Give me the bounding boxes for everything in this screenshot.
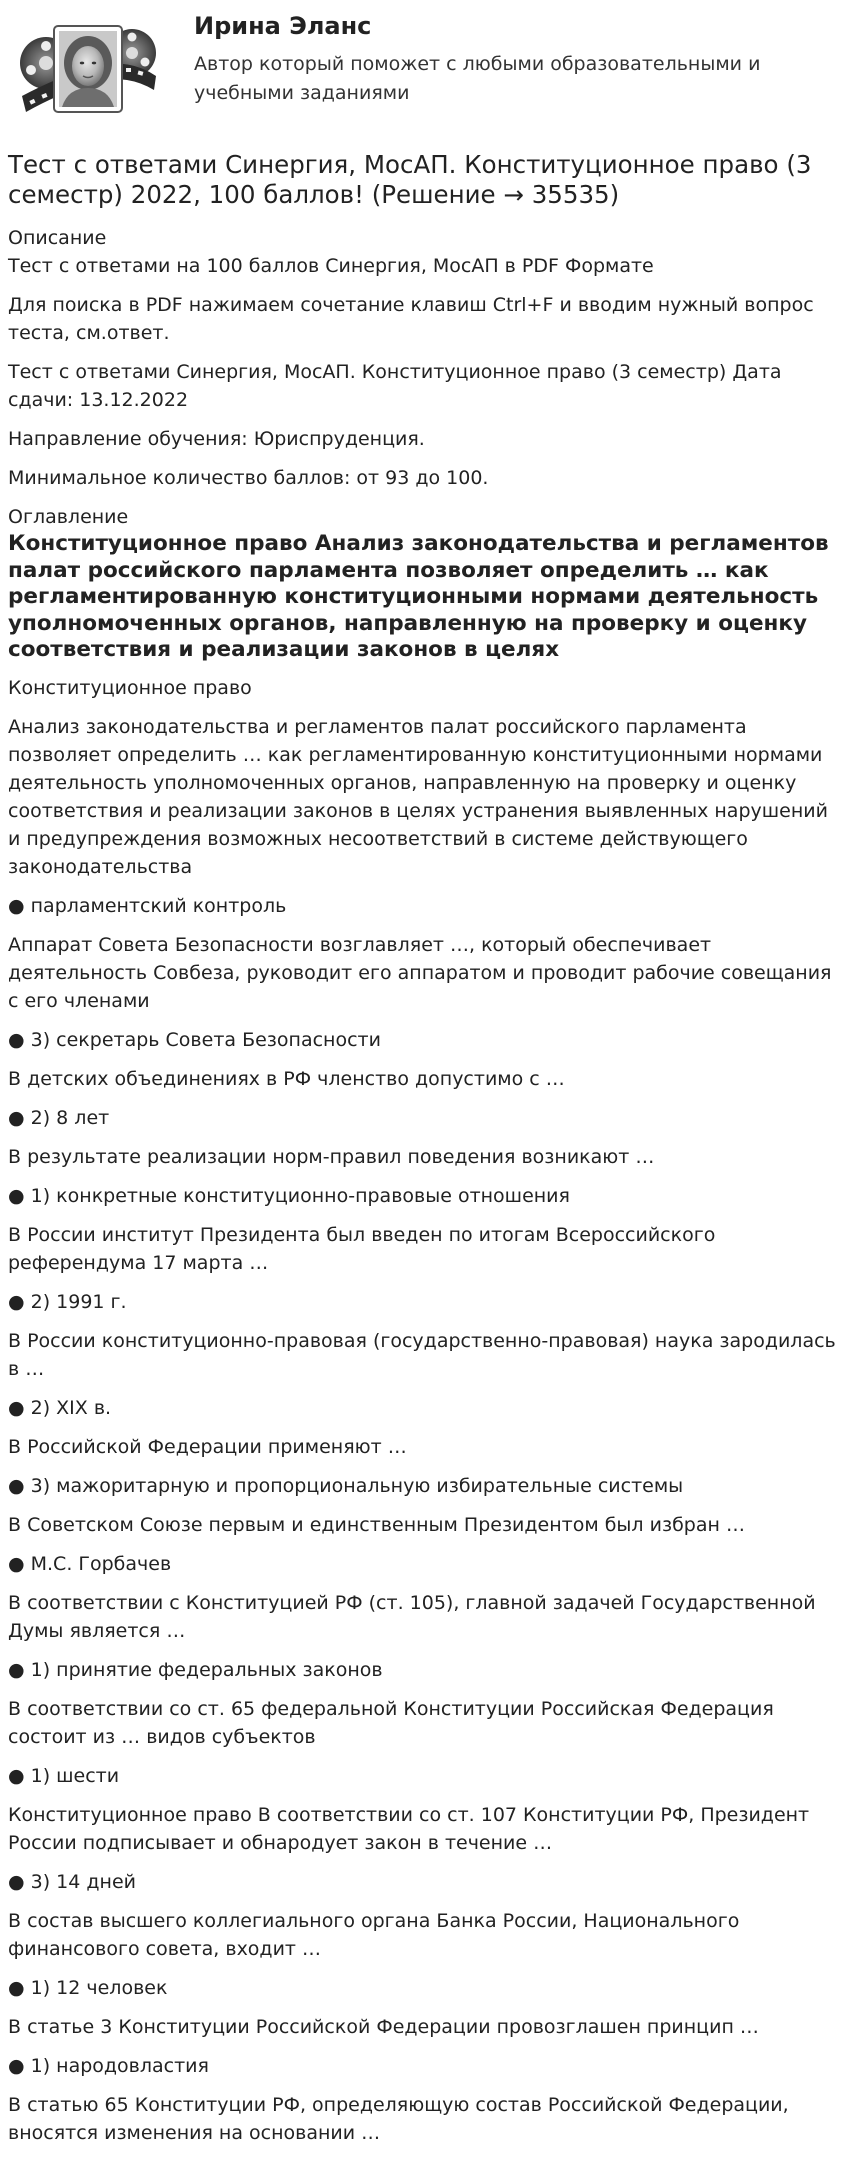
question: В статью 65 Конституции РФ, определяющую состав Российской Федерации, вносятся изменения на основании … xyxy=(8,2093,789,2144)
question: Анализ законодательства и регламентов палат российского парламента позволяет определить … как регламентированную конституционными нормами деятельность уполномоченных органов, направленную на проверку и оценку соответствия и реализации законов в целях устранения выявленных нарушений и предупреждения возможных несоответствий в системе действующего законодательства xyxy=(8,715,828,878)
answer: ● 2) 1991 г. xyxy=(8,1288,837,1316)
author-name[interactable]: Ирина Эланс xyxy=(194,12,372,40)
toc-heading: Конституционное право Анализ законодательства и регламентов палат российского парламента позволяет определить … как регламентированную конституционными нормами деятельность уполномоченных органов, направленную на проверку и оценку соответствия и реализации законов в целях xyxy=(8,531,829,662)
toc-label: Оглавление xyxy=(8,506,129,528)
question: Аппарат Совета Безопасности возглавляет …, который обеспечивает деятельность Совбеза, руководит его аппаратом и проводит рабочие совещания с его членами xyxy=(8,933,832,1012)
answer: ● 1) шести xyxy=(8,1762,837,1790)
question: В статье 3 Конституции Российской Федерации провозглашен принцип … xyxy=(8,2015,759,2038)
answer: ● М.С. Горбачев xyxy=(8,1550,837,1578)
question: В результате реализации норм-правил поведения возникают … xyxy=(8,1145,655,1168)
answer: ● 1) 12 человек xyxy=(8,1974,837,2002)
description-paragraph: Направление обучения: Юриспруденция. xyxy=(8,428,425,450)
answer: ● парламентский контроль xyxy=(8,892,837,920)
answer: ● 1) принятие федеральных законов xyxy=(8,1656,837,1684)
description-label: Описание xyxy=(8,227,107,249)
question: В детских объединениях в РФ членство допустимо с … xyxy=(8,1067,565,1090)
avatar[interactable] xyxy=(16,8,161,126)
description-paragraph: Минимальное количество баллов: от 93 до 100. xyxy=(8,467,489,489)
description-paragraph: Тест с ответами на 100 баллов Синергия, МосАП в PDF Формате xyxy=(8,255,654,277)
answer: ● 3) секретарь Совета Безопасности xyxy=(8,1026,837,1054)
answer: ● 1) народовластия xyxy=(8,2052,837,2080)
question-answer-list xyxy=(8,713,837,2147)
subject-label: Конституционное право xyxy=(8,676,252,699)
question: В соответствии со ст. 65 федеральной Конституции Российская Федерация состоит из … видов субъектов xyxy=(8,1697,774,1748)
question: В России конституционно-правовая (государственно-правовая) наука зародилась в … xyxy=(8,1329,836,1380)
document-title: Тест с ответами Синергия, МосАП. Конституционное право (3 семестр) 2022, 100 баллов! (Решение → 35535) xyxy=(8,150,812,209)
answer: ● 2) 8 лет xyxy=(8,1104,837,1132)
question: В состав высшего коллегиального органа Банка России, Национального финансового совета, входит … xyxy=(8,1909,740,1960)
description-paragraph: Тест с ответами Синергия, МосАП. Конституционное право (3 семестр) Дата сдачи: 13.12.2022 xyxy=(8,361,782,411)
author-card xyxy=(8,0,837,140)
answer: ● 1) конкретные конституционно-правовые отношения xyxy=(8,1182,837,1210)
question: В России институт Президента был введен по итогам Всероссийского референдума 17 марта … xyxy=(8,1223,716,1274)
question: В Российской Федерации применяют … xyxy=(8,1435,407,1458)
answer: ● 2) XIX в. xyxy=(8,1394,837,1422)
question: В Советском Союзе первым и единственным Президентом был избран … xyxy=(8,1513,745,1536)
answer: ● 3) 14 дней xyxy=(8,1868,837,1896)
question: Конституционное право В соответствии со ст. 107 Конституции РФ, Президент России подписывает и обнародует закон в течение … xyxy=(8,1803,810,1854)
question: В соответствии с Конституцией РФ (ст. 105), главной задачей Государственной Думы является … xyxy=(8,1591,816,1642)
answer: ● 3) мажоритарную и пропорциональную избирательные системы xyxy=(8,1472,837,1500)
description-block xyxy=(8,252,837,492)
author-bio: Автор который поможет с любыми образовательными и учебными заданиями xyxy=(194,53,761,104)
film-reel-avatar-icon xyxy=(16,8,161,126)
description-paragraph: Для поиска в PDF нажимаем сочетание клавиш Ctrl+F и вводим нужный вопрос теста, см.ответ. xyxy=(8,294,814,344)
